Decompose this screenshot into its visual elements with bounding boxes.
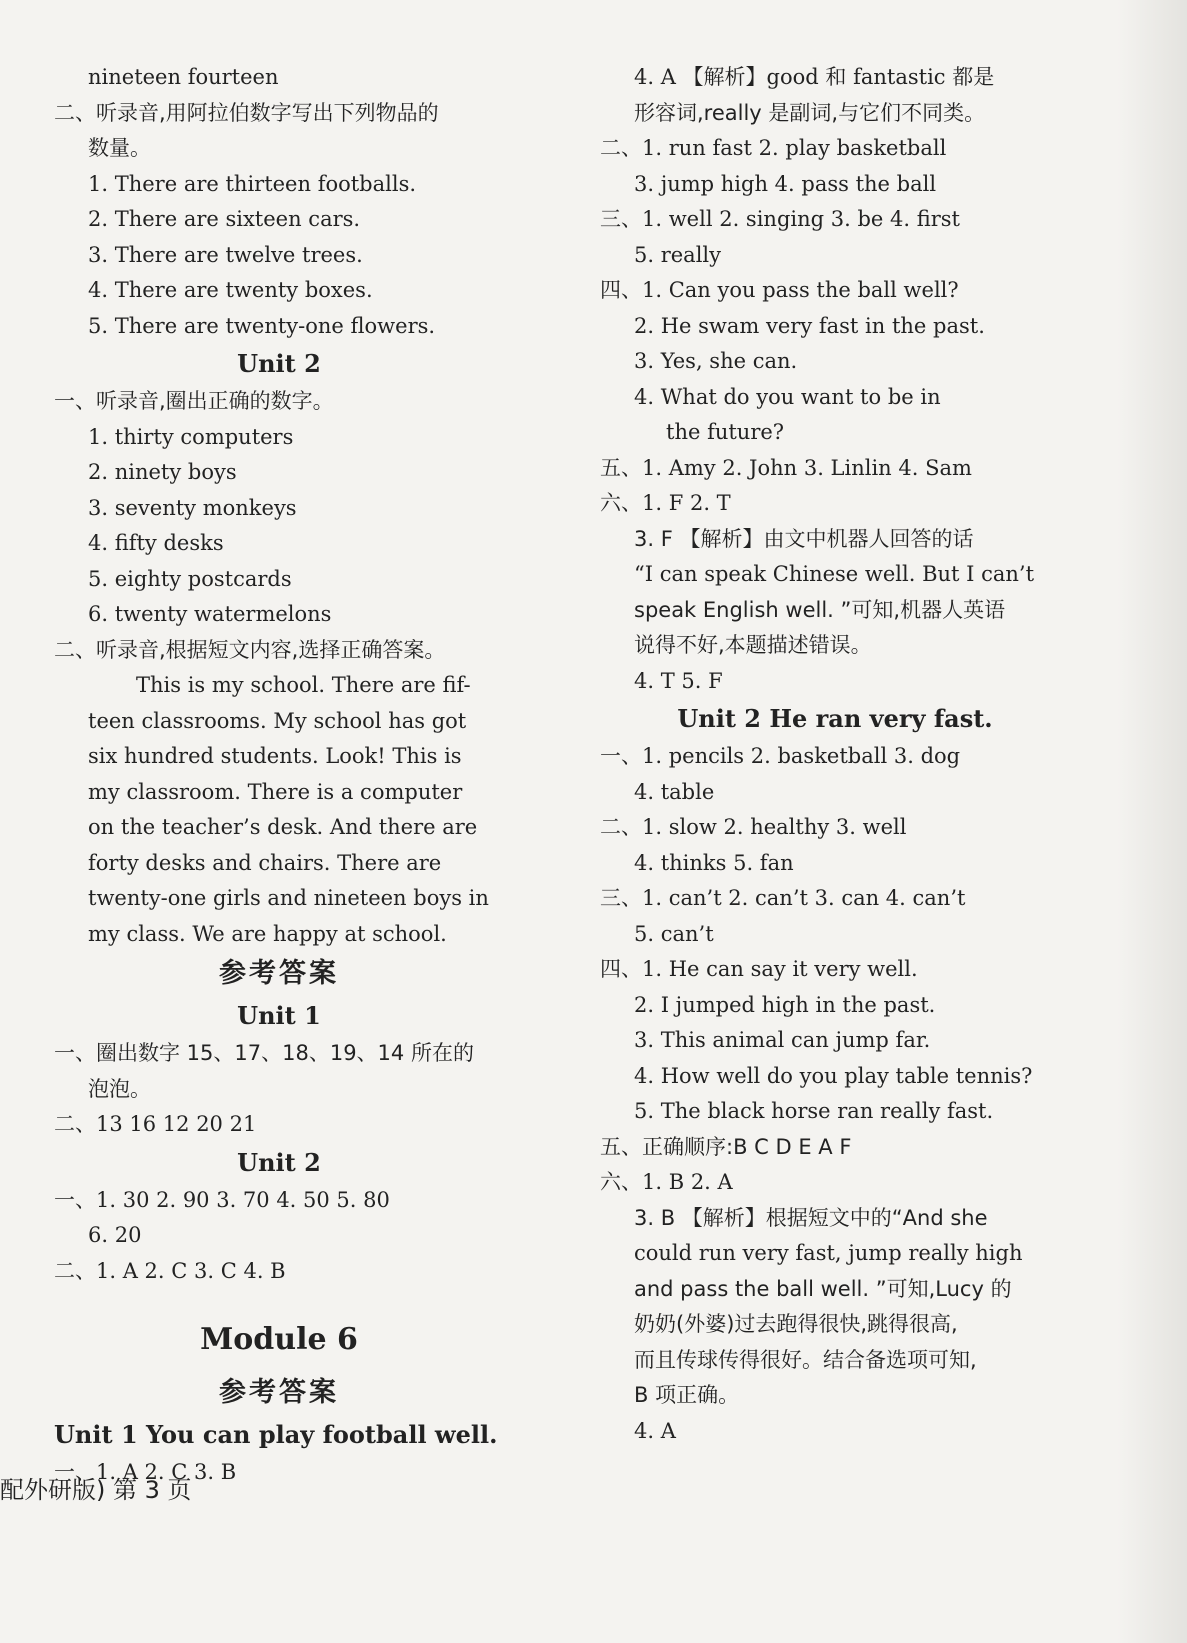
answer-line: 一、1. A 2. C 3. B bbox=[54, 1460, 237, 1484]
explanation-line: 3. F 【解析】由文中机器人回答的话 bbox=[634, 526, 974, 551]
answer-line: 3. jump high 4. pass the ball bbox=[634, 171, 937, 196]
passage-line: my class. We are happy at school. bbox=[88, 921, 447, 946]
explanation-line: and pass the ball well. ”可知,Lucy 的 bbox=[634, 1276, 1012, 1301]
answer-line: 5. The black horse ran really fast. bbox=[634, 1099, 994, 1123]
explanation-line: “I can speak Chinese well. But I can’t bbox=[634, 562, 1035, 586]
answer-line: 5. really bbox=[634, 242, 721, 267]
passage-line: my classroom. There is a computer bbox=[88, 779, 463, 804]
answer-line: 2. He swam very fast in the past. bbox=[634, 313, 985, 338]
passage-line: on the teacher’s desk. And there are bbox=[88, 815, 478, 839]
answer-line: 三、1. can’t 2. can’t 3. can 4. can’t bbox=[600, 886, 966, 910]
transcript-line: 4. There are twenty boxes. bbox=[88, 278, 373, 302]
unit-title: Unit 2 He ran very fast. bbox=[677, 704, 993, 733]
explanation-line: speak English well. ”可知,机器人英语 bbox=[634, 597, 1006, 622]
explanation-line: 而且传球传得很好。结合备选项可知, bbox=[634, 1347, 977, 1372]
answer-line: 三、1. well 2. singing 3. be 4. first bbox=[600, 207, 960, 231]
answer-line: nineteen fourteen bbox=[88, 65, 279, 89]
answer-line: 二、1. slow 2. healthy 3. well bbox=[600, 815, 907, 839]
answer-line: 一、1. pencils 2. basketball 3. dog bbox=[600, 744, 961, 768]
answer-line: 六、1. B 2. A bbox=[600, 1170, 733, 1194]
answer-line: the future? bbox=[666, 420, 785, 444]
transcript-line: 3. seventy monkeys bbox=[88, 495, 297, 520]
passage-line: forty desks and chairs. There are bbox=[88, 850, 442, 875]
passage-line: teen classrooms. My school has got bbox=[88, 708, 467, 733]
explanation-line: 形容词,really 是副词,与它们不同类。 bbox=[634, 100, 986, 125]
answer-line: 四、1. Can you pass the ball well? bbox=[600, 278, 959, 302]
answer-line: 6. 20 bbox=[88, 1223, 142, 1247]
right-column bbox=[600, 60, 1070, 1449]
answer-line: 4. thinks 5. fan bbox=[634, 850, 794, 875]
transcript-line: 5. eighty postcards bbox=[88, 566, 292, 591]
answer-line: 3. Yes, she can. bbox=[634, 349, 798, 373]
section-heading: 一、听录音,圈出正确的数字。 bbox=[54, 389, 334, 413]
section-heading: 二、听录音,用阿拉伯数字写出下列物品的 bbox=[54, 100, 439, 125]
explanation-line: 奶奶(外婆)过去跑得很快,跳得很高, bbox=[634, 1312, 958, 1336]
explanation-line: could run very fast, jump really high bbox=[634, 1241, 1023, 1265]
answer-line: 一、圈出数字 15、17、18、19、14 所在的 bbox=[54, 1041, 474, 1065]
left-column bbox=[54, 60, 504, 1491]
page-footer: 配外研版) 第 3 页 bbox=[0, 1476, 192, 1504]
transcript-line: 2. ninety boys bbox=[88, 460, 237, 484]
unit-heading: Unit 2 bbox=[237, 1147, 321, 1177]
section-heading: 二、听录音,根据短文内容,选择正确答案。 bbox=[54, 637, 446, 662]
unit-heading: Unit 1 bbox=[237, 1001, 321, 1030]
transcript-line: 5. There are twenty-one flowers. bbox=[88, 313, 436, 338]
transcript-line: 2. There are sixteen cars. bbox=[88, 207, 361, 231]
explanation-line: 说得不好,本题描述错误。 bbox=[634, 633, 872, 657]
answer-line: 4. A 【解析】good 和 fantastic 都是 bbox=[634, 65, 995, 89]
answer-line: 六、1. F 2. T bbox=[600, 491, 731, 515]
section-heading-cont: 数量。 bbox=[88, 136, 151, 160]
answer-line: 泡泡。 bbox=[88, 1076, 151, 1101]
passage-line: This is my school. There are fif- bbox=[136, 673, 471, 697]
unit-heading: Unit 2 bbox=[237, 349, 321, 378]
answer-key-heading: 参考答案 bbox=[219, 958, 339, 989]
answer-key-heading: 参考答案 bbox=[219, 1377, 339, 1408]
answer-line: 4. table bbox=[634, 779, 715, 804]
page-edge-shadow bbox=[1117, 0, 1187, 1643]
explanation-line: B 项正确。 bbox=[634, 1383, 740, 1407]
transcript-line: 1. thirty computers bbox=[88, 424, 294, 449]
answer-line: 4. A bbox=[634, 1418, 676, 1443]
answer-line: 一、1. 30 2. 90 3. 70 4. 50 5. 80 bbox=[54, 1187, 390, 1212]
answer-line: 五、1. Amy 2. John 3. Linlin 4. Sam bbox=[600, 455, 972, 480]
answer-line: 四、1. He can say it very well. bbox=[600, 957, 918, 981]
answer-line: 4. How well do you play table tennis? bbox=[634, 1063, 1033, 1088]
answer-line: 4. T 5. F bbox=[634, 668, 723, 693]
transcript-line: 1. There are thirteen footballs. bbox=[88, 171, 417, 196]
answer-line: 二、13 16 12 20 21 bbox=[54, 1112, 257, 1136]
answer-line: 5. can’t bbox=[634, 921, 714, 946]
explanation-line: 3. B 【解析】根据短文中的“And she bbox=[634, 1205, 988, 1230]
answer-line: 3. This animal can jump far. bbox=[634, 1028, 931, 1052]
passage-line: six hundred students. Look! This is bbox=[88, 744, 462, 768]
answer-line: 二、1. A 2. C 3. C 4. B bbox=[54, 1258, 286, 1283]
transcript-line: 4. fifty desks bbox=[88, 531, 224, 555]
transcript-line: 3. There are twelve trees. bbox=[88, 242, 363, 267]
answer-line: 五、正确顺序:B C D E A F bbox=[600, 1134, 852, 1159]
module-heading: Module 6 bbox=[200, 1322, 358, 1357]
answer-line: 4. What do you want to be in bbox=[634, 384, 941, 409]
answer-line: 二、1. run fast 2. play basketball bbox=[600, 136, 947, 160]
unit-title: Unit 1 You can play football well. bbox=[54, 1420, 498, 1449]
answer-line: 2. I jumped high in the past. bbox=[634, 992, 936, 1017]
transcript-line: 6. twenty watermelons bbox=[88, 602, 332, 626]
passage-line: twenty-one girls and nineteen boys in bbox=[88, 886, 489, 910]
